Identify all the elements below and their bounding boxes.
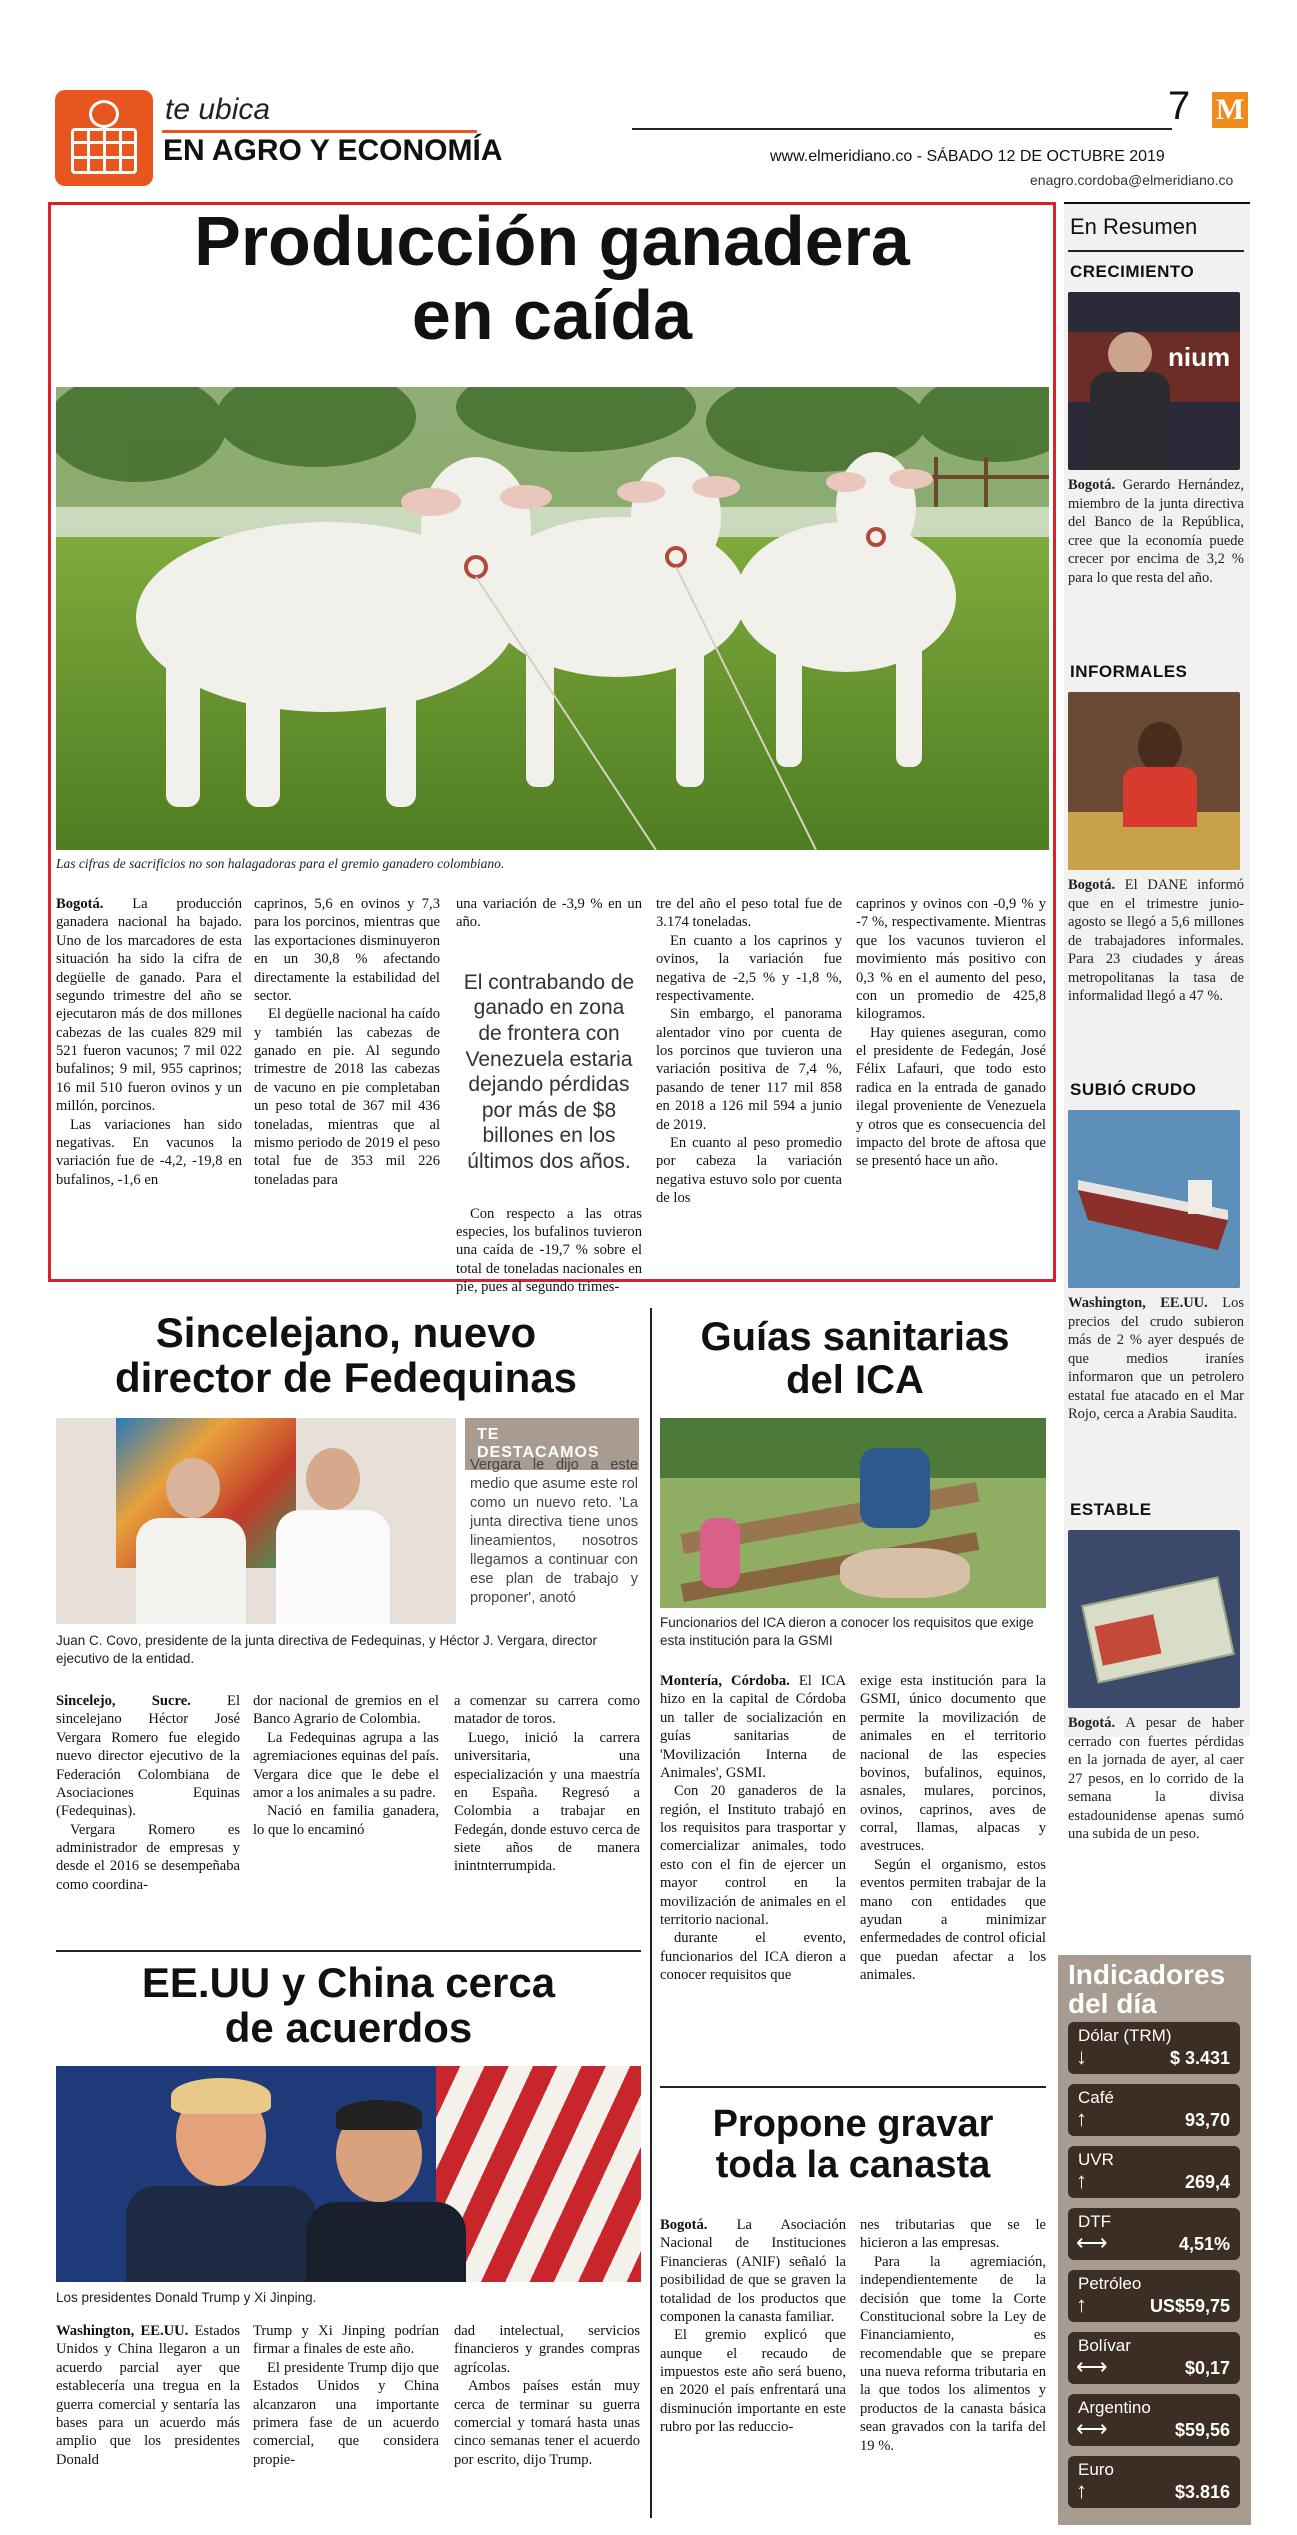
main-col-4	[656, 895, 842, 1207]
fedequinas-headline-line2: director de Fedequinas	[114, 1354, 578, 1402]
main-col-2	[254, 895, 440, 1189]
paragraph: Ambos países están muy cerca de terminar su guerra comercial y tomará hasta unas cinco semanas tener el acuerdo por escrito, dijo Trump.	[454, 2378, 640, 2468]
main-col-5	[856, 895, 1046, 1171]
trend-arrow-icon: ↑	[1076, 2478, 1087, 2503]
sidebar-text-informales	[1068, 876, 1244, 1006]
cattle-illustration	[56, 387, 1049, 850]
china-photo	[56, 2066, 641, 2282]
sidebar-body: El DANE informó que en el trimestre junio-agosto se llegó a 5,6 millones de trabajadores informales. Para 23 ciudades y áreas metropolitanas la tasa de informalidad llegó a 47 %.	[1068, 877, 1244, 1005]
dateline: Bogotá.	[1068, 877, 1116, 893]
canasta-headline-line1: Propone gravar	[712, 2103, 994, 2145]
indicator-name: Argentino	[1078, 2398, 1151, 2417]
ica-headline-line1: Guías sanitarias	[700, 1315, 1010, 1359]
paragraph-text: El sincelejano Héctor José Vergara Romero fue elegido nuevo director ejecutivo de la Federación Colombiana de Asociaciones Equinas (Fedequinas).	[56, 1693, 240, 1820]
basket-icon	[71, 128, 137, 174]
indicator-card	[1068, 2084, 1240, 2136]
indicator-card	[1068, 2270, 1240, 2322]
fedequinas-headline	[56, 1310, 636, 1401]
main-photo-caption: Las cifras de sacrificios no son halagadoras para el gremio ganadero colombiano.	[56, 856, 505, 871]
paragraph: dor nacional de gremios en el Banco Agrario de Colombia.	[253, 1693, 439, 1728]
dateline: Washington, EE.UU.	[56, 2323, 189, 2339]
pull-quote: El contrabando de ganado en zona de frontera con Venezuela estaria dejando pérdidas por más de $8 billones en los últimos dos años.	[463, 970, 635, 1174]
section-divider	[56, 1950, 641, 1952]
fedequinas-photo	[56, 1418, 456, 1624]
sidebar-label-crudo: SUBIÓ CRUDO	[1070, 1080, 1197, 1099]
paragraph	[660, 1672, 846, 1782]
fedequinas-col-3	[454, 1692, 640, 1876]
indicator-value: $59,56	[1174, 2420, 1230, 2440]
sidebar-label-crecimiento: CRECIMIENTO	[1070, 262, 1195, 281]
main-col-1	[56, 895, 242, 1189]
canasta-headline	[660, 2104, 1046, 2186]
section-divider	[660, 2086, 1046, 2088]
dateline: Bogotá.	[660, 2217, 708, 2233]
paragraph: Luego, inició la carrera universitaria, una especialización y una maestría en España. Regresó a Colombia a trabajar en Fedegán, donde estuvo cerca de siete años de manera inintnterrumpida.	[454, 1729, 640, 1875]
dateline: Bogotá.	[1068, 477, 1116, 493]
china-headline	[56, 1960, 641, 2051]
trend-arrow-icon: ⟷	[1076, 2354, 1108, 2379]
indicator-value: $3.816	[1174, 2482, 1230, 2502]
site-date-text: www.elmeridiano.co - SÁBADO 12 DE OCTUBRE 2019	[770, 148, 1165, 165]
paragraph-text: La producción ganadera nacional ha bajado. Uno de los marcadores de esta situación ha sido la cifra de degüelle de ganado. Para el segundo trimestre del año se ejecutaron más de dos millones cabezas de las cuales 829 mil 521 fueron vacunos; 7 mil 022 bufalinos; 9 mil, 955 caprinos; 16 mil 510 fueron ovinos y un millón, porcinos.	[56, 896, 242, 1115]
indicator-card	[1068, 2394, 1240, 2446]
china-caption: Los presidentes Donald Trump y Xi Jinping.	[56, 2290, 317, 2305]
section-divider	[162, 130, 477, 133]
sidebar-title: En Resumen	[1070, 214, 1198, 239]
sidebar-photo-crecimiento	[1068, 292, 1240, 470]
paragraph	[254, 895, 440, 1005]
trend-arrow-icon: ↑	[1076, 2168, 1087, 2193]
paragraph: Sin embargo, el panorama alentador vino por cuenta de los porcinos que tuvieron una variación positiva de 7,4 %, pasando de tener 117 mil 858 en 2018 a 126 mil 594 a junio de 2019.	[656, 1006, 842, 1133]
paragraph: caprinos y ovinos con -0,9 % y -7 %, respectivamente. Mientras que los vacunos tuvieron el movimiento más positivo con 0,3 % en el aumento del peso, con un promedio de 425,8 kilogramos.	[856, 896, 1046, 1023]
indicator-value: $ 3.431	[1169, 2048, 1230, 2068]
paragraph	[56, 1692, 240, 1821]
ica-headline	[660, 1316, 1050, 1402]
indicator-name: Dólar (TRM)	[1078, 2026, 1172, 2045]
contact-email[interactable]: enagro.cordoba@elmeridiano.co	[1030, 172, 1234, 188]
paragraph: Para la agremiación, independientemente de la decisión que tome la Corte Constitucional sobre la Ley de Financiamiento, es recomendable que se prepare una nueva reforma tributaria en la que todos los alimentos y productos de la canasta básica sean gravados con la tarifa del 19 %.	[860, 2253, 1046, 2454]
main-headline-line1: Producción ganadera	[194, 202, 910, 280]
highlight-tag: TE DESTACAMOS	[465, 1418, 639, 1470]
paragraph: Según el organismo, estos eventos permiten trabajar de la mano con entidades que ayudan a minimizar enfermedades de control oficial que puedan afectar a los animales.	[860, 1856, 1046, 1983]
sidebar-photo-estable	[1068, 1530, 1240, 1708]
indicator-card	[1068, 2332, 1240, 2384]
paragraph	[56, 895, 242, 1116]
paragraph: exige esta institución para la GSMI, único documento que permite la movilización de animales en el territorio nacional de las especies bovinos, bufalinos, equinos, asnales, mulares, porcinos, ovinos, caprinos, aves de corral, llamas, alpacas y avestruces.	[860, 1673, 1046, 1855]
china-col-1	[56, 2322, 240, 2469]
indicator-card	[1068, 2022, 1240, 2074]
sidebar-rule	[1068, 250, 1244, 252]
canasta-col-2	[860, 2216, 1046, 2455]
main-headline-line2: en caída	[411, 275, 693, 354]
highlight-quote: Vergara le dijo a este medio que asume este rol como un nuevo reto. 'La junta directiva tiene unos lineamientos, nosotros llegamos a continuar con ese plan de trabajo y proponer', anotó	[470, 1457, 638, 1606]
ica-col-1	[660, 1672, 846, 1984]
dateline: Bogotá.	[56, 896, 104, 912]
paragraph: tre del año el peso total fue de 3.174 toneladas.	[656, 896, 842, 931]
indicator-card	[1068, 2456, 1240, 2508]
china-col-3	[454, 2322, 640, 2469]
sidebar-text-estable	[1068, 1714, 1244, 1844]
banner-text: nium	[1168, 342, 1231, 372]
paragraph: Trump y Xi Jinping podrían firmar a finales de este año.	[253, 2323, 439, 2358]
sidebar-label-informales: INFORMALES	[1070, 662, 1188, 681]
indicator-value: US$59,75	[1149, 2296, 1230, 2316]
paragraph-text: El degüelle nacional ha caído y también las cabezas de ganado en pie. Al segundo trimestre de 2018 las cabezas de vacuno en pie completaban un peso total de 367 mil 436 toneladas, mientras que al mismo periodo de 2019 el peso total fue de 353 mil 226 toneladas para	[254, 1006, 440, 1188]
fedequinas-col-1	[56, 1692, 240, 1894]
paragraph: Vergara Romero es administrador de empresas y desde el 2016 se desempeñaba como coordina-	[56, 1821, 240, 1893]
trend-arrow-icon: ↑	[1076, 2292, 1087, 2317]
paragraph-text: La Asociación Nacional de Instituciones Financieras (ANIF) señaló la posibilidad de que se graven la totalidad de los productos que componen la canasta familiar.	[660, 2217, 846, 2325]
fedequinas-caption: Juan C. Covo, presidente de la junta directiva de Fedequinas, y Héctor J. Vergara, director ejecutivo de la entidad.	[56, 1633, 598, 1667]
paragraph: La Fedequinas agrupa a las agremiaciones equinas del país. Vergara dice que le debe el amor a los animales a su padre.	[253, 1729, 439, 1801]
china-headline-line2: de acuerdos	[224, 2004, 473, 2052]
paragraph: Nació en familia ganadera, lo que lo encaminó	[253, 1803, 439, 1838]
ica-caption: Funcionarios del ICA dieron a conocer los requisitos que exige esta institución para la GSMI	[660, 1615, 1034, 1649]
trend-arrow-icon: ⟷	[1076, 2416, 1108, 2441]
indicator-name: Petróleo	[1078, 2274, 1142, 2293]
paragraph: dad intelectual, servicios financieros y grandes compras agrícolas.	[454, 2323, 640, 2376]
dateline: Bogotá.	[1068, 1715, 1116, 1731]
paragraph: Con 20 ganaderos de la región, el Instituto trabajó en los requisitos para trasportar y comercializar animales, todo esto con el fin de ejercer un mayor control en la movilización de animales en el territorio nacional.	[660, 1783, 846, 1928]
indicator-card	[1068, 2146, 1240, 2198]
indicators-title-line2: del día	[1068, 1988, 1157, 2020]
indicator-value: 93,70	[1184, 2110, 1230, 2130]
paragraph: Con respecto a las otras especies, los bufalinos tuvieron una caída de -19,7 % sobre el total de toneladas nacionales en pie, pues al segundo trimes-	[456, 1205, 642, 1296]
canasta-headline-line2: toda la canasta	[715, 2144, 991, 2187]
paragraph: En cuanto al peso promedio por cabeza la variación negativa estuvo solo por cuenta de los	[656, 1134, 842, 1206]
china-headline-line1: EE.UU y China cerca	[141, 1959, 556, 2006]
paragraph: durante el evento, funcionarios del ICA dieron a conocer requisitos que	[660, 1930, 846, 1983]
indicator-value: $0,17	[1184, 2358, 1230, 2378]
fedequinas-col-2	[253, 1692, 439, 1839]
paragraph: nes tributarias que se le hicieron a las empresas.	[860, 2217, 1046, 2252]
fedequinas-headline-line1: Sincelejano, nuevo	[155, 1309, 537, 1356]
paragraph: a comenzar su carrera como matador de toros.	[454, 1693, 640, 1728]
indicator-name: UVR	[1078, 2150, 1114, 2169]
indicator-name: Euro	[1078, 2460, 1114, 2479]
trend-arrow-icon: ↓	[1076, 2044, 1087, 2069]
page-number: 7	[1168, 84, 1191, 128]
cattle-photo	[56, 387, 1049, 850]
main-col-3	[456, 895, 642, 1297]
paragraph	[254, 1005, 440, 1189]
ica-photo	[660, 1418, 1046, 1608]
header-rule	[632, 128, 1172, 130]
sidebar-photo-informales	[1068, 692, 1240, 870]
indicators-title-line1: Indicadores	[1068, 1959, 1226, 1990]
trend-arrow-icon: ↑	[1076, 2106, 1087, 2131]
ica-headline-line2: del ICA	[786, 1358, 924, 1403]
fruit-icon	[89, 100, 119, 128]
paragraph-text: caprinos, 5,6 en ovinos y 7,3 para los porcinos, mientras que las exportaciones disminuyeron en un 30,8 % afectando directamente la estabilidad del sector.	[254, 896, 440, 1004]
paragraph-text: Las variaciones han sido negativas. En vacunos la variación fue de -4,2, -19,8 en bufalinos, -1,6 en	[56, 1116, 242, 1188]
indicator-value: 269,4	[1184, 2172, 1230, 2192]
section-title: EN AGRO Y ECONOMÍA	[163, 134, 503, 167]
indicator-card	[1068, 2208, 1240, 2260]
ica-col-2	[860, 1672, 1046, 1984]
tanker-illustration	[1068, 1110, 1240, 1288]
sidebar-body: A pesar de haber cerrado con fuertes pérdidas en la jornada de ayer, al caer 27 pesos, en lo corrido de la semana la divisa estadounidense apenas sumó una subida de un peso.	[1068, 1715, 1244, 1843]
paragraph: En cuanto a los caprinos y ovinos, la variación fue negativa de -2,5 % y -1,8 %, respectivamente.	[656, 932, 842, 1004]
paragraph: El gremio explicó que aunque el recaudo de impuestos este año será bueno, en 2020 el país enfrentará una disminución importante en este rubro por las reduccio-	[660, 2327, 846, 2436]
dateline: Washington, EE.UU.	[1068, 1295, 1208, 1311]
sidebar-body: Gerardo Hernández, miembro de la junta directiva del Banco de la República, cree que la economía puede crecer por encima de 3,2 % para lo que resta del año.	[1068, 477, 1244, 586]
section-logo	[55, 90, 153, 186]
canasta-col-1	[660, 2216, 846, 2437]
section-kicker: te ubica	[165, 93, 271, 126]
site-date[interactable]	[770, 148, 1165, 166]
dateline: Montería, Córdoba.	[660, 1673, 790, 1689]
column-divider	[650, 1308, 652, 2518]
sidebar-label-estable: ESTABLE	[1070, 1500, 1152, 1519]
sidebar-text-crudo	[1068, 1294, 1244, 1424]
paragraph: El presidente Trump dijo que Estados Unidos y China alcanzaron una importante primera fase de un acuerdo comercial, que considera propie-	[253, 2359, 439, 2468]
sidebar-photo-crudo	[1068, 1110, 1240, 1288]
paragraph	[660, 2216, 846, 2326]
indicator-value: 4,51%	[1178, 2234, 1230, 2254]
trend-arrow-icon: ⟷	[1076, 2230, 1108, 2255]
indicator-name: Café	[1078, 2088, 1114, 2107]
brand-logo: M	[1212, 92, 1248, 128]
paragraph: Hay quienes aseguran, como el presidente de Fedegán, José Félix Lafauri, que todo esto radica en la entrada de ganado ilegal proveniente de Venezuela y otros que es consecuencia del impacto del brote de aftosa que se presentó hace un año.	[856, 1024, 1046, 1170]
paragraph: una variación de -3,9 % en un año.	[456, 896, 642, 931]
paragraph-text: Estados Unidos y China llegaron a un acuerdo parcial ayer que establecería una tregua en la guerra comercial y sentaría las bases para un acuerdo más amplio que los presidentes Donald	[56, 2323, 240, 2468]
sidebar-text-crecimiento	[1068, 476, 1244, 587]
paragraph	[56, 2322, 240, 2469]
paragraph-text: El ICA hizo en la capital de Córdoba un taller de socialización en guías sanitarias de 'Movilización Interna de Animales', GSMI.	[660, 1673, 846, 1781]
sidebar-body: Los precios del crudo subieron más de 2 % ayer después de que medios iraníes informaron que un petrolero estatal fue atacado en el Mar Rojo, cerca a Arabia Saudita.	[1068, 1295, 1244, 1423]
indicators-title	[1068, 1960, 1225, 2019]
china-col-2	[253, 2322, 439, 2469]
main-headline	[52, 202, 1052, 354]
paragraph	[56, 1116, 242, 1190]
indicator-name: DTF	[1078, 2212, 1112, 2231]
dateline: Sincelejo, Sucre.	[56, 1693, 191, 1709]
indicator-name: Bolívar	[1078, 2336, 1131, 2355]
